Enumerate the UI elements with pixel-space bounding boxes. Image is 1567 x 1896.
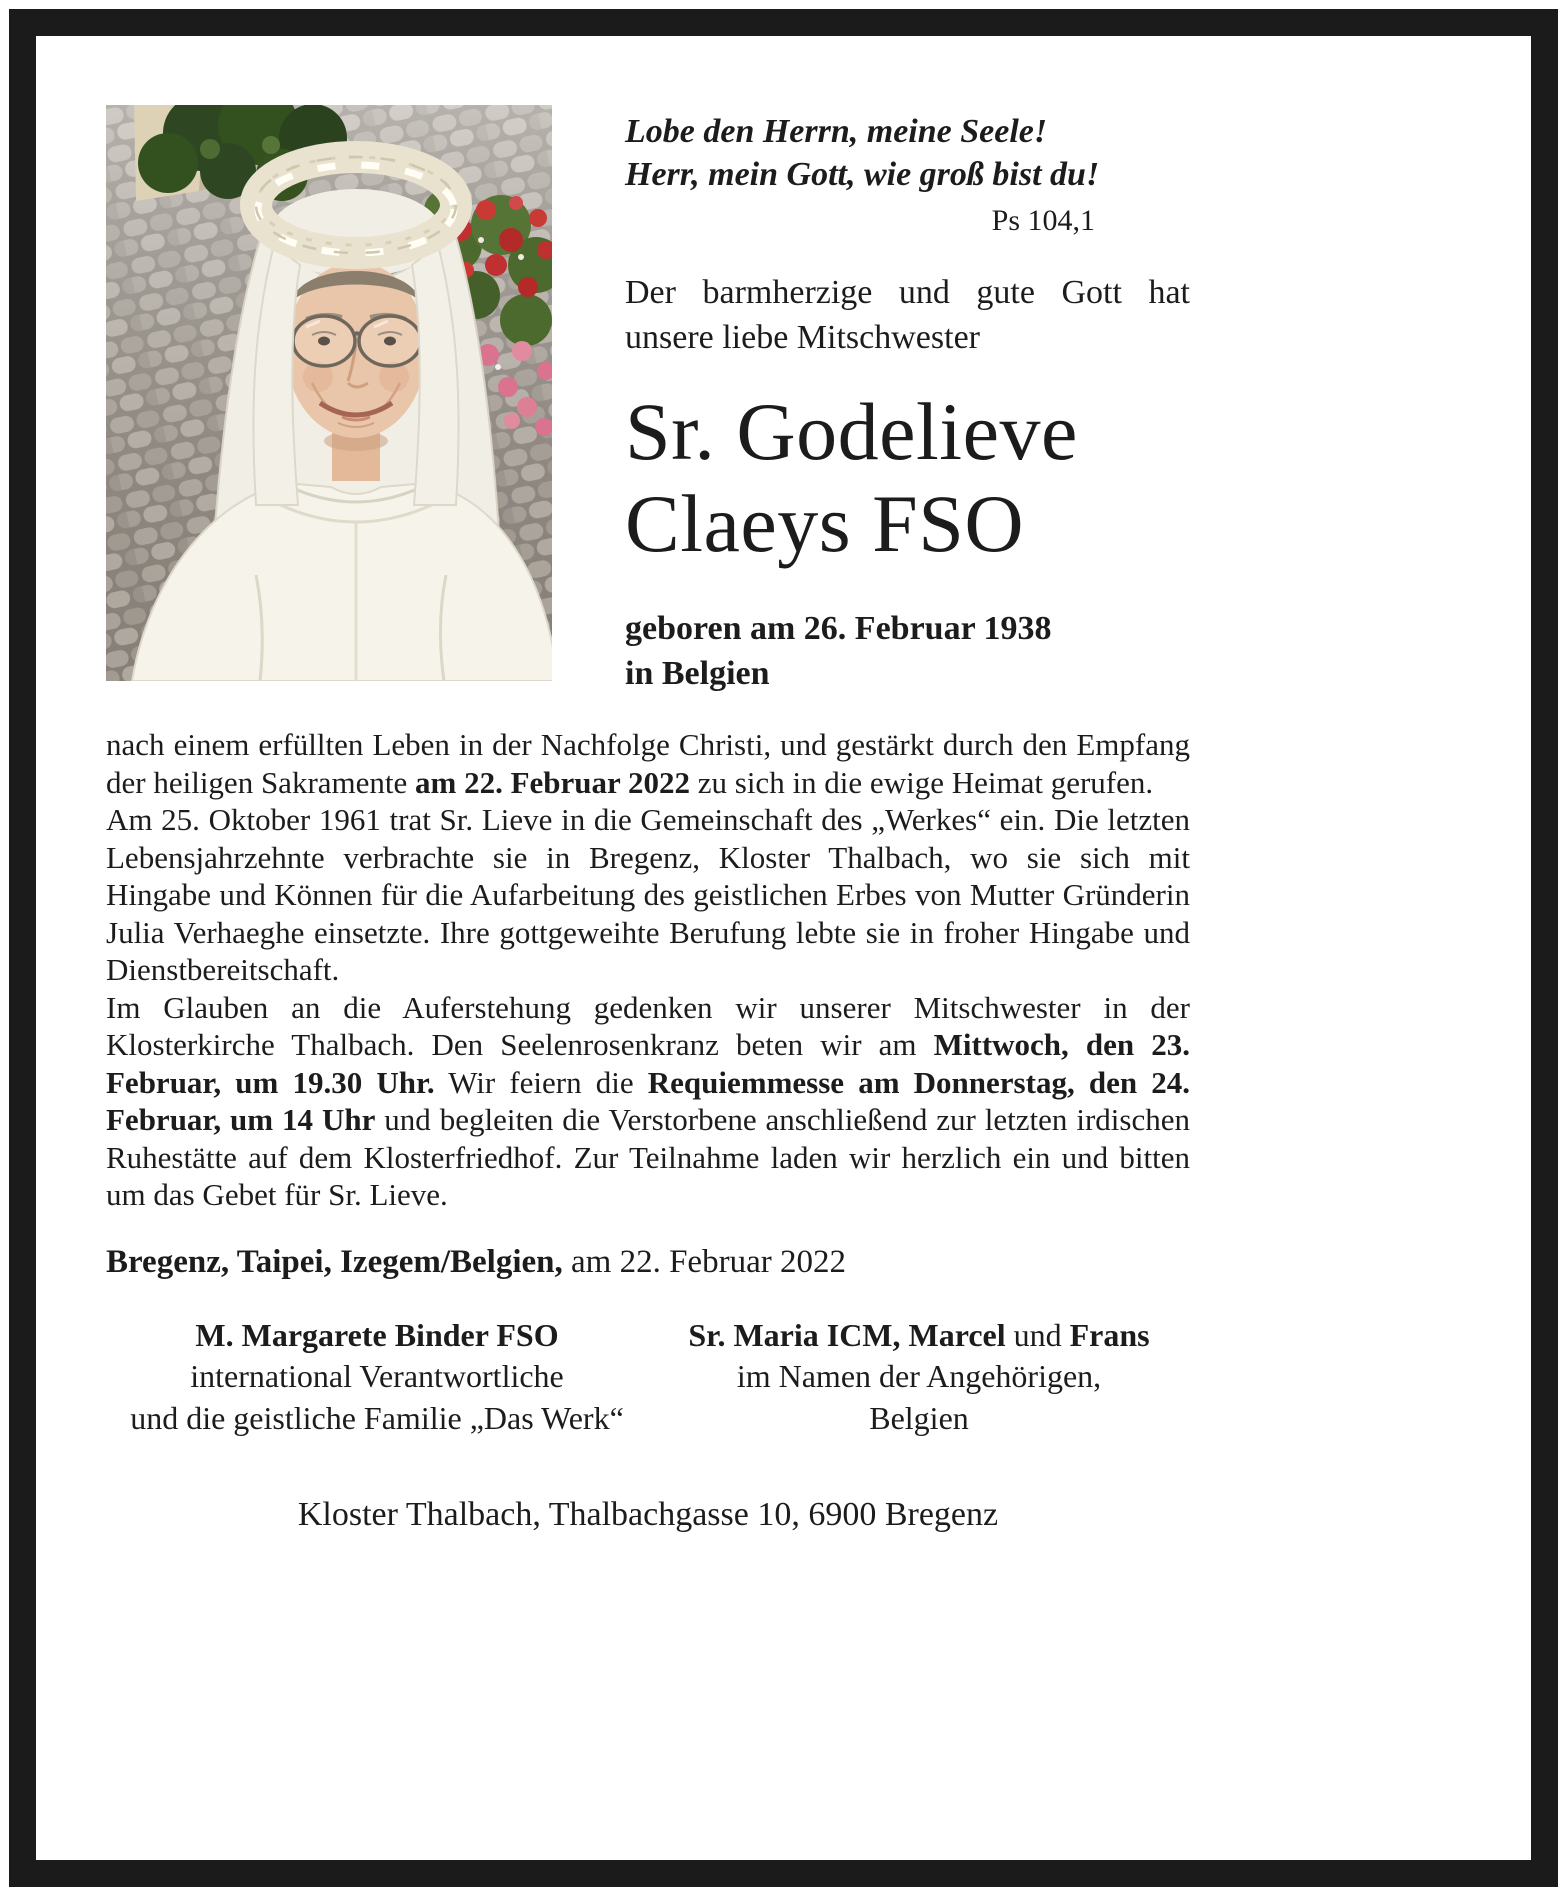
dateline-date: am 22. Februar 2022 <box>562 1243 846 1280</box>
dateline-places: Bregenz, Taipei, Izegem/Belgien, <box>106 1243 563 1280</box>
top-section <box>106 105 1190 696</box>
requiem-datetime: Requiemmesse am Donnerstag, den 24. Februar, um 14 Uhr <box>106 1064 1190 1138</box>
signature-right-place: Belgien <box>869 1399 969 1436</box>
quote-attribution: Ps 104,1 <box>991 204 1095 237</box>
paragraph-services: Im Glauben an die Auferstehung gedenken wir unserer Mitschwester in der Klosterkirche Thalbach. Den Seelenrosenkranz beten wir am Mittwoch, den 23. Februar, um 19.30 Uhr. Wir feiern die Requiemmesse am Donnerstag, den 24. Februar, um 14 Uhr und begleiten die Verstorbene anschließend zur letzten irdischen Ruhestätte auf dem Klosterfriedhof. Zur Teilnahme laden wir herzlich ein und bitten um das Gebet für Sr. Lieve. <box>106 989 1190 1213</box>
paragraph-death: nach einem erfüllten Leben in der Nachfolge Christi, und gestärkt durch den Empfang der heiligen Sakramente am 22. Februar 2022 zu sich in die ewige Heimat gerufen. <box>106 727 1190 800</box>
deceased-name <box>625 386 1190 570</box>
nun-portrait-illustration <box>106 105 552 681</box>
birth-date: geboren am 26. Februar 1938 <box>625 609 1052 647</box>
intro-text: Der barmherzige und gute Gott hat unsere liebe Mitschwester <box>625 273 1190 356</box>
black-border-frame <box>9 9 1558 1887</box>
quote-line-2: Herr, mein Gott, wie groß bist du! <box>625 155 1100 193</box>
header-text-column <box>625 105 1190 696</box>
birth-place: in Belgien <box>625 654 770 692</box>
obituary-body <box>106 726 1190 1214</box>
signatures <box>106 1315 1190 1440</box>
paragraph-life: Am 25. Oktober 1961 trat Sr. Lieve in die Gemeinschaft des „Werkes“ ein. Die letzten Lebensjahrzehnte verbrachte sie in Bregenz, Kloster Thalbach, wo sie sich mit Hingabe und Können für die Aufarbeitung des geistlichen Erbes von Mutter Gründerin Julia Verhaeghe einsetzte. Ihre gottgeweihte Berufung lebte sie in froher Hingabe und Dienstbereitschaft. <box>106 802 1190 988</box>
signature-left <box>106 1315 648 1440</box>
dateline <box>106 1242 1190 1283</box>
signature-right <box>648 1315 1190 1440</box>
footer-address: Kloster Thalbach, Thalbachgasse 10, 6900 Bregenz <box>297 1495 999 1533</box>
name-line-2: Claeys FSO <box>625 477 1025 569</box>
name-line-1: Sr. Godelieve <box>625 385 1078 477</box>
page-content <box>36 36 1531 1860</box>
quote-line-1: Lobe den Herrn, meine Seele! <box>625 113 1048 150</box>
signature-left-role: international Verantwortliche <box>190 1358 564 1395</box>
signature-right-role: im Namen der Angehörigen, <box>736 1358 1102 1395</box>
portrait-photo <box>106 105 552 681</box>
birth-info <box>625 606 1190 696</box>
signature-left-name: M. Margarete Binder FSO <box>195 1316 559 1353</box>
signature-left-family: und die geistliche Familie „Das Werk“ <box>130 1399 624 1436</box>
rosary-datetime: Mittwoch, den 23. Februar, um 19.30 Uhr. <box>106 1027 1190 1100</box>
death-date: am 22. Februar 2022 <box>415 764 690 800</box>
scripture-quote <box>625 111 1190 240</box>
signature-right-names: Sr. Maria ICM, Marcel und Frans <box>688 1316 1150 1353</box>
